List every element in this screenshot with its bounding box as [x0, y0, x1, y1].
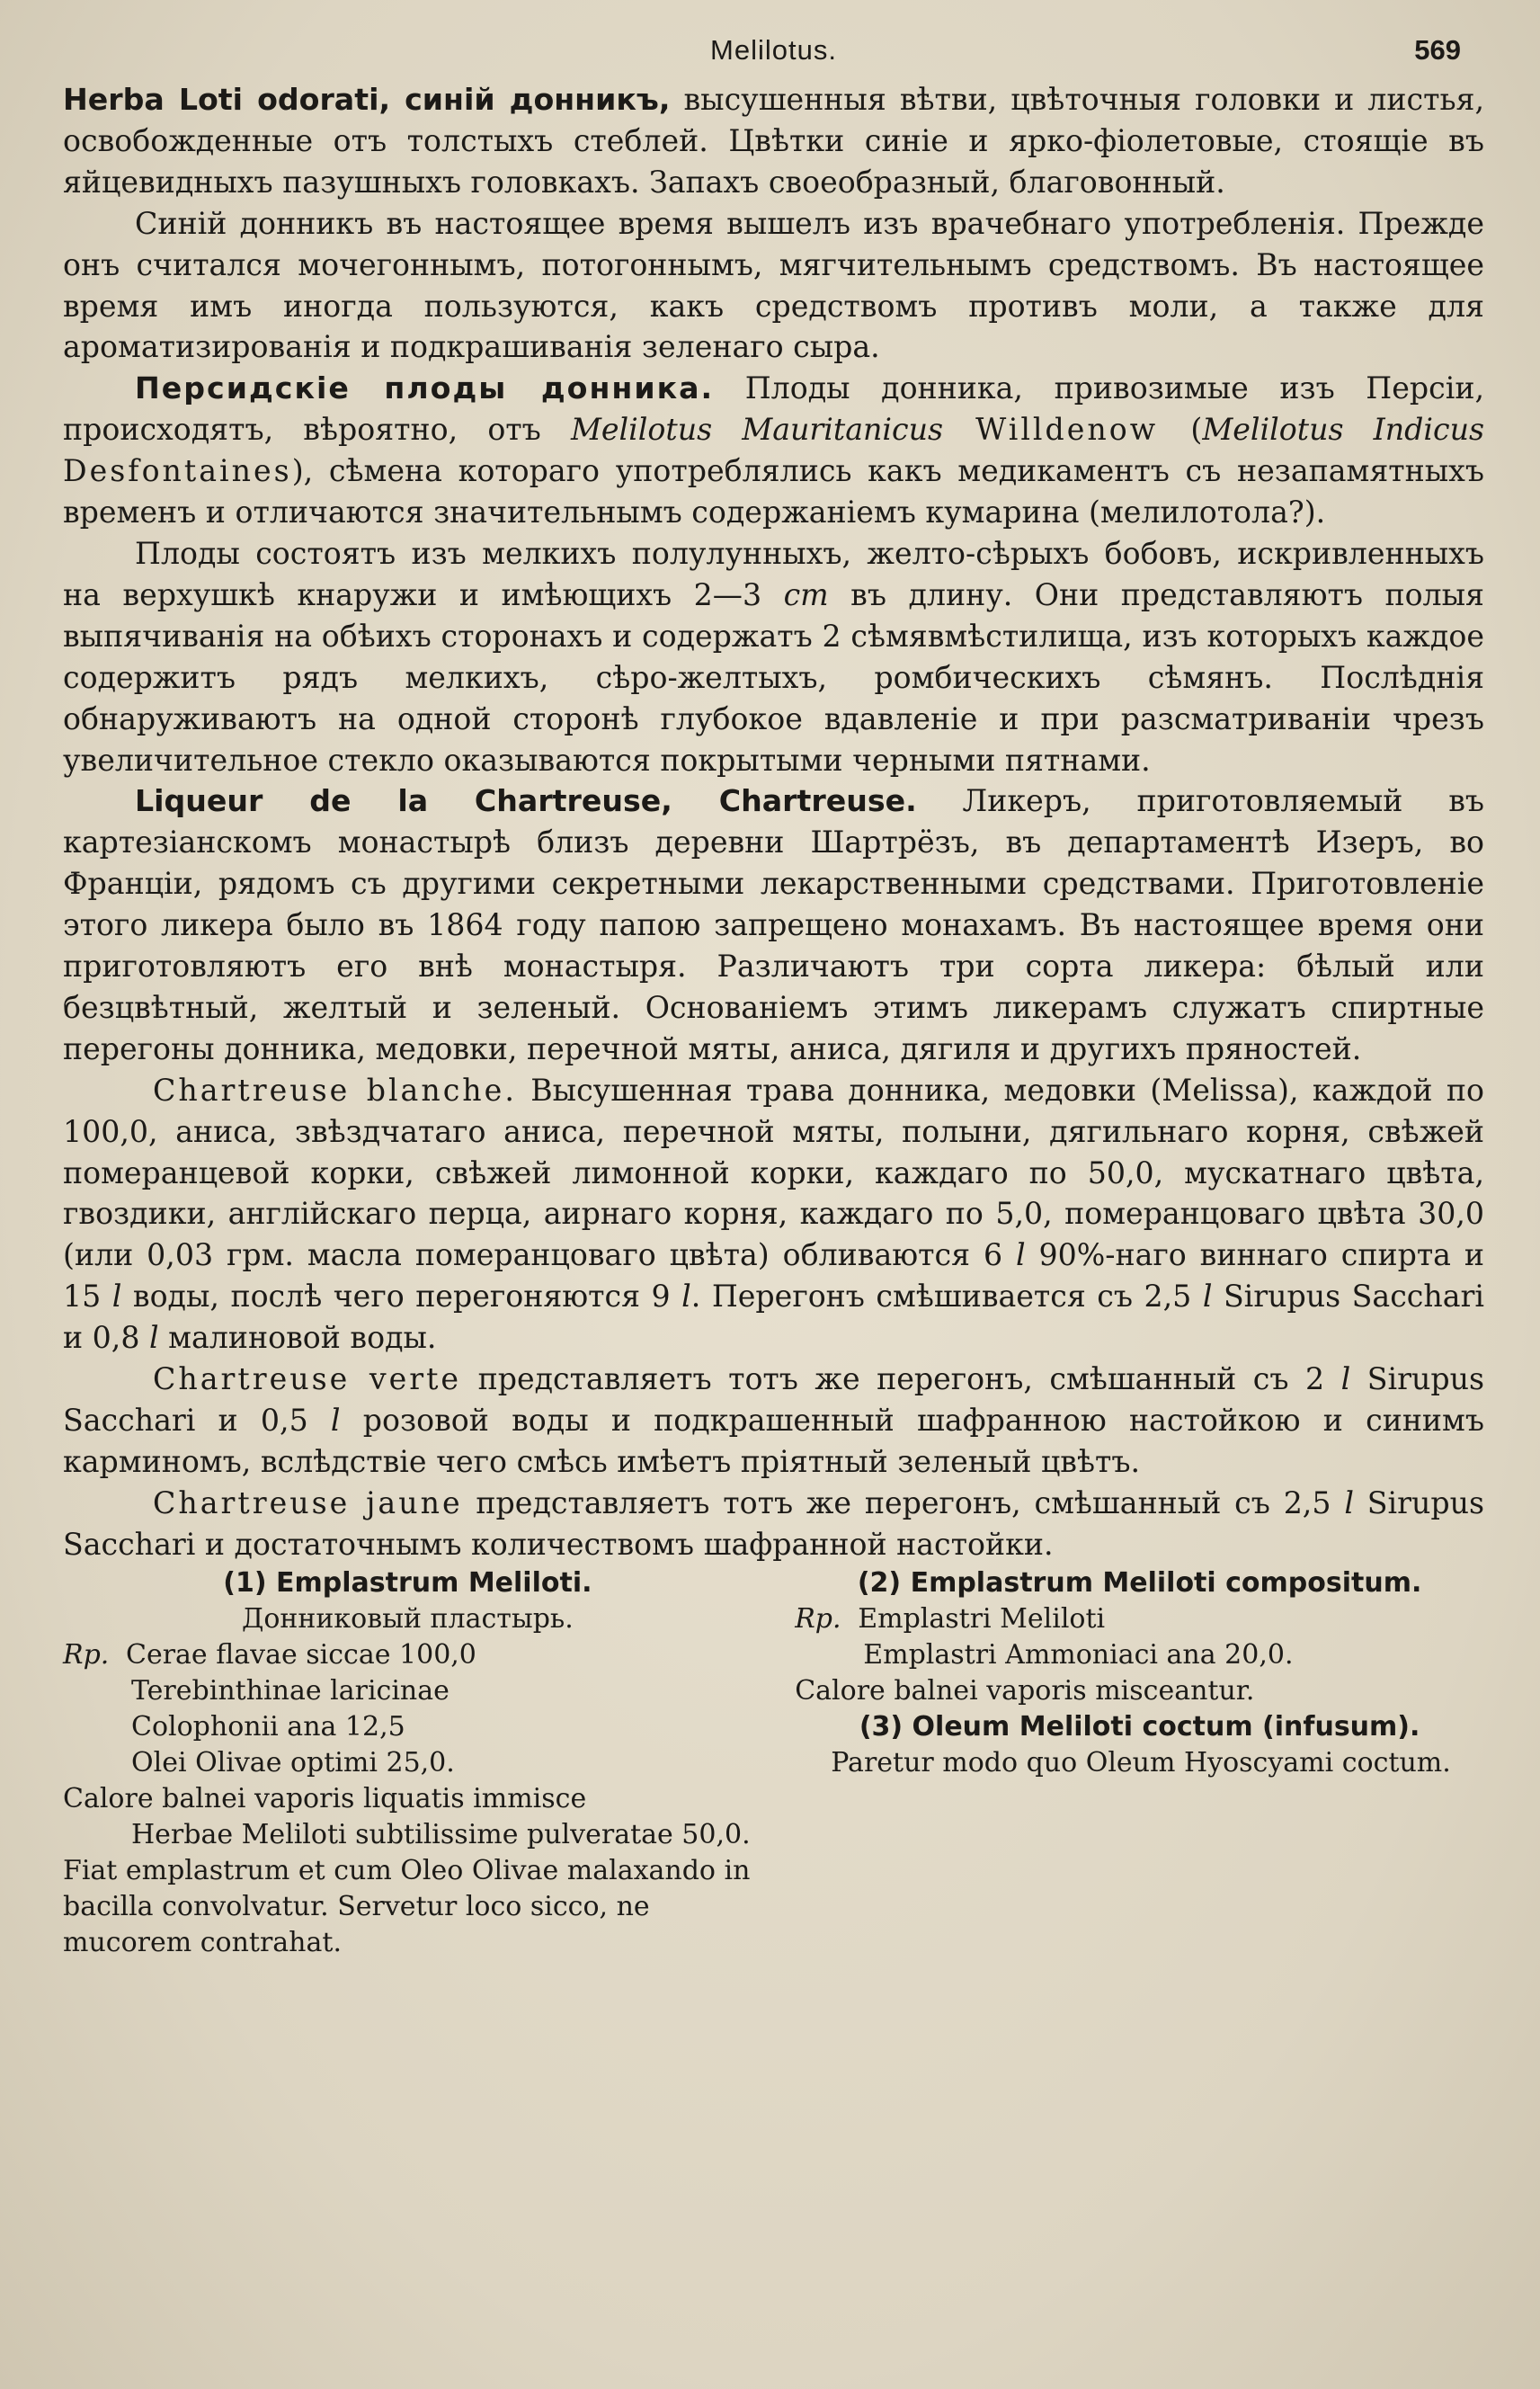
paragraph-text: Sirupus Sacchari и достаточнымъ количествомъ шафранной настойки. [63, 1484, 1485, 1562]
recipes-right-column [795, 1565, 1484, 1961]
author-name: Willdenow [943, 412, 1191, 448]
instruction: Paretur modo quo Oleum Hyoscyami coctum. [831, 1746, 1451, 1778]
unit: l [1340, 1361, 1351, 1397]
paragraph-text: высушенныя вѣтви, цвѣточныя головки и листья, освобожденные отъ толстыхъ стеблей. Цвѣтки синіе и ярко-фіолетовые, стоящіе въ яйцевидныхъ пазушныхъ головкахъ. Запахъ своеобразный, благовонный. [63, 82, 1485, 200]
main-text [63, 79, 1484, 1565]
paragraph-text: Высушенная трава донника, медовки (Melissa), каждой по 100,0, аниса, звѣздчатаго аниса, перечной мяты, полыни, дягильнаго корня, свѣжей померанцевой корки, свѣжей лимонной корки, каждаго по 50,0, мускатнаго цвѣта, гвоздики, англійскаго перца, аирнаго корня, каждаго по 5,0, померанцоваго цвѣта 30,0 (или 0,03 грм. масла померанцоваго цвѣта) обливаются 6 [63, 1072, 1484, 1273]
ingredient: Terebinthinae laricinae [131, 1674, 450, 1707]
paragraph-persian-fruits [63, 368, 1484, 533]
page-number: 569 [1414, 34, 1461, 66]
entry-heading: Chartreuse jaune [153, 1484, 463, 1520]
entry-heading: Chartreuse blanche. [153, 1072, 517, 1108]
paragraph-herba-loti [63, 79, 1484, 203]
paragraph-text: Sirupus Sacchari и 0,8 [63, 1279, 1485, 1356]
recipe-title: (3) Oleum Meliloti coctum (infusum). [859, 1710, 1420, 1743]
rp-abbreviation: Rp. [795, 1602, 841, 1635]
rp-abbreviation: Rp. [63, 1638, 110, 1671]
recipe-line [63, 1637, 752, 1673]
ingredient: Olei Olivae optimi 25,0. [131, 1746, 455, 1778]
paragraph-text: ), сѣмена котораго употреблялись какъ медикаментъ съ незапамятныхъ временъ и отличаются значительнымъ содержаніемъ кумарина (мелилотола?). [63, 453, 1484, 530]
paragraph-text: 90%-наго виннаго спирта и 15 [63, 1237, 1484, 1315]
ingredient: Emplastri Ammoniaci ana 20,0. [863, 1638, 1294, 1671]
unit: l [1015, 1237, 1026, 1273]
paragraph-text: Sirupus Sacchari и 0,5 [63, 1361, 1485, 1438]
entry-heading: Herba Loti odorati, синій донникъ, [63, 82, 671, 117]
paragraph-chartreuse-blanche [63, 1070, 1484, 1359]
entry-heading: Персидскіе плоды донника. [135, 370, 715, 406]
ingredient: Herbae Meliloti subtilissime pulveratae 50,0. [131, 1818, 751, 1850]
paragraph-text: малиновой воды. [158, 1320, 437, 1356]
paragraph-text: воды, послѣ чего перегоняются 9 [121, 1279, 682, 1315]
recipes-left-column [63, 1565, 752, 1961]
paragraph-text: розовой воды и подкрашенный шафранною настойкою и синимъ карминомъ, вслѣдствіе чего смѣсь имѣетъ пріятный зеленый цвѣтъ. [63, 1403, 1484, 1479]
recipe-subtitle: Донниковый пластырь. [241, 1602, 574, 1635]
recipe-title: (1) Emplastrum Meliloti. [223, 1566, 592, 1599]
entry-heading: Chartreuse verte [153, 1361, 462, 1397]
instruction: Calore balnei vaporis liquatis immisce [63, 1782, 587, 1814]
instruction: Calore balnei vaporis misceantur. [795, 1674, 1255, 1707]
entry-heading: Liqueur de la Chartreuse, Chartreuse. [135, 783, 917, 819]
paragraph-chartreuse [63, 780, 1484, 1069]
paragraph-chartreuse-jaune [63, 1483, 1484, 1565]
unit: l [1202, 1279, 1213, 1315]
author-name: Desfontaines [63, 453, 292, 489]
unit: l [111, 1279, 122, 1315]
ingredient: Emplastri Meliloti [858, 1602, 1106, 1635]
unit: l [681, 1279, 691, 1315]
instruction: Fiat emplastrum et cum Oleo Olivae malaxando in bacilla convolvatur. Servetur loco sicco, ne mucorem contrahat. [63, 1854, 751, 1958]
unit: cm [783, 576, 829, 612]
unit: l [149, 1320, 159, 1356]
species-name: Melilotus Indicus [1202, 412, 1484, 448]
unit: l [1344, 1484, 1354, 1520]
paragraph-text: Плоды донника, привозимые изъ Персіи, происходятъ, вѣроятно, отъ [63, 370, 1484, 448]
recipe-line [795, 1601, 1484, 1637]
paragraph-text: представляетъ тотъ же перегонъ, смѣшанный съ 2 [461, 1361, 1341, 1397]
unit: l [330, 1403, 341, 1438]
recipe-title: (2) Emplastrum Meliloti compositum. [857, 1566, 1422, 1599]
paragraph-text: . Перегонъ смѣшивается съ 2,5 [690, 1279, 1203, 1315]
paragraph-text: Ликеръ, приготовляемый въ картезіанскомъ монастырѣ близъ деревни Шартрёзъ, въ департаментѣ Изеръ, во Франціи, рядомъ съ другими секретными лекарственными средствами. Приготовленіе этого ликера было въ 1864 году папою запрещено монахамъ. Въ настоящее время они приготовляютъ его внѣ монастыря. Различаютъ три сорта ликера: бѣлый или безцвѣтный, желтый и зеленый. Основаніемъ этимъ ликерамъ служатъ спиртные перегоны донника, медовки, перечной мяты, аниса, дягиля и другихъ пряностей. [63, 783, 1485, 1066]
paragraph-fruit-description [63, 533, 1484, 780]
ingredient: Colophonii ana 12,5 [131, 1710, 405, 1743]
recipes-section [63, 1565, 1484, 1961]
page-header [63, 23, 1484, 79]
paragraph-text: Плоды состоятъ изъ мелкихъ полулунныхъ, желто-сѣрыхъ бобовъ, искривленныхъ на верхушкѣ кнаружи и имѣющихъ 2—3 [63, 535, 1484, 612]
paragraph-chartreuse-verte [63, 1359, 1484, 1483]
running-head: Melilotus. [710, 34, 837, 66]
paragraph-blue-melilot-use [63, 203, 1484, 369]
paren-open: ( [1190, 412, 1203, 448]
paragraph-text: въ длину. Они представляютъ полыя выпячиванія на обѣихъ сторонахъ и содержатъ 2 сѣмявмѣстилища, изъ которыхъ каждое содержитъ рядъ мелкихъ, сѣро-желтыхъ, ромбическихъ сѣмянъ. Послѣднія обнаруживаютъ на одной сторонѣ глубокое вдавленіе и при разсматриваніи чрезъ увеличительное стекло оказываются покрытыми черными пятнами. [63, 576, 1484, 778]
species-name: Melilotus Mauritanicus [570, 412, 944, 448]
paragraph-text: Синій донникъ въ настоящее время вышелъ изъ врачебнаго употребленія. Прежде онъ считался мочегоннымъ, потогоннымъ, мягчительнымъ средствомъ. Въ настоящее время имъ иногда пользуются, какъ средствомъ противъ моли, а также для ароматизированія и подкрашиванія зеленаго сыра. [63, 205, 1484, 365]
paragraph-text: представляетъ тотъ же перегонъ, смѣшанный съ 2,5 [462, 1484, 1345, 1520]
ingredient: Cerae flavae siccae 100,0 [126, 1638, 476, 1671]
